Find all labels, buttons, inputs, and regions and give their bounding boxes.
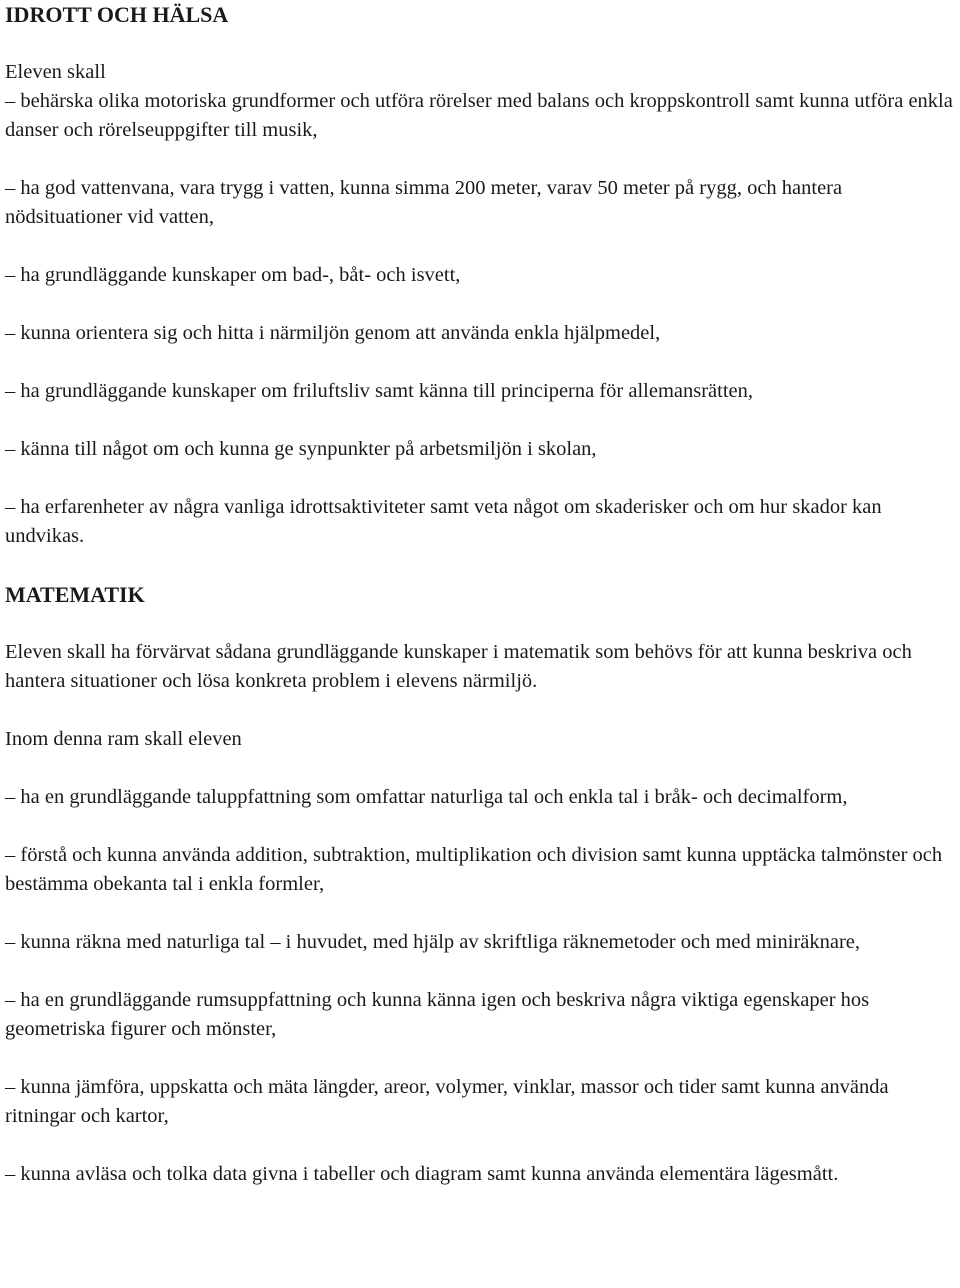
intro-matematik: Eleven skall ha förvärvat sådana grundläggande kunskaper i matematik som behövs för att kunna beskriva och hantera situationer och lösa konkreta problem i elevens närmiljö. (5, 641, 912, 692)
matematik-item-5: – kunna jämföra, uppskatta och mäta längder, areor, volymer, vinklar, massor och tider samt kunna använda ritningar och kartor, (5, 1076, 889, 1127)
idrott-item-3: – ha grundläggande kunskaper om bad-, båt- och isvett, (5, 264, 461, 286)
heading-idrott: IDROTT OCH HÄLSA (5, 2, 229, 27)
idrott-item-2: – ha god vattenvana, vara trygg i vatten, kunna simma 200 meter, varav 50 meter på rygg, och hantera nödsituationer vid vatten, (5, 177, 843, 228)
matematik-item-6: – kunna avläsa och tolka data givna i tabeller och diagram samt kunna använda elementära lägesmått. (5, 1163, 839, 1185)
idrott-item-4: – kunna orientera sig och hitta i närmiljön genom att använda enkla hjälpmedel, (5, 322, 661, 344)
matematik-item-2: – förstå och kunna använda addition, subtraktion, multiplikation och division samt kunna upptäcka talmönster och bestämma obekanta tal i enkla formler, (5, 844, 943, 895)
matematik-item-3: – kunna räkna med naturliga tal – i huvudet, med hjälp av skriftliga räknemetoder och med miniräknare, (5, 931, 861, 953)
idrott-item-5: – ha grundläggande kunskaper om friluftsliv samt känna till principerna för allemansrätten, (5, 380, 754, 402)
idrott-item-1: – behärska olika motoriska grundformer och utföra rörelser med balans och kroppskontroll samt kunna utföra enkla danser och rörelseuppgifter till musik, (5, 90, 953, 141)
heading-matematik: MATEMATIK (5, 582, 145, 607)
intro2-matematik: Inom denna ram skall eleven (5, 728, 242, 750)
matematik-item-1: – ha en grundläggande taluppfattning som omfattar naturliga tal och enkla tal i bråk- och decimalform, (5, 786, 848, 808)
matematik-item-4: – ha en grundläggande rumsuppfattning och kunna känna igen och beskriva några viktiga egenskaper hos geometriska figurer och mönster, (5, 989, 870, 1040)
intro-idrott: Eleven skall (5, 61, 106, 83)
idrott-item-6: – känna till något om och kunna ge synpunkter på arbetsmiljön i skolan, (5, 438, 597, 460)
idrott-item-7: – ha erfarenheter av några vanliga idrottsaktiviteter samt veta något om skaderisker och om hur skador kan undvikas. (5, 496, 882, 547)
